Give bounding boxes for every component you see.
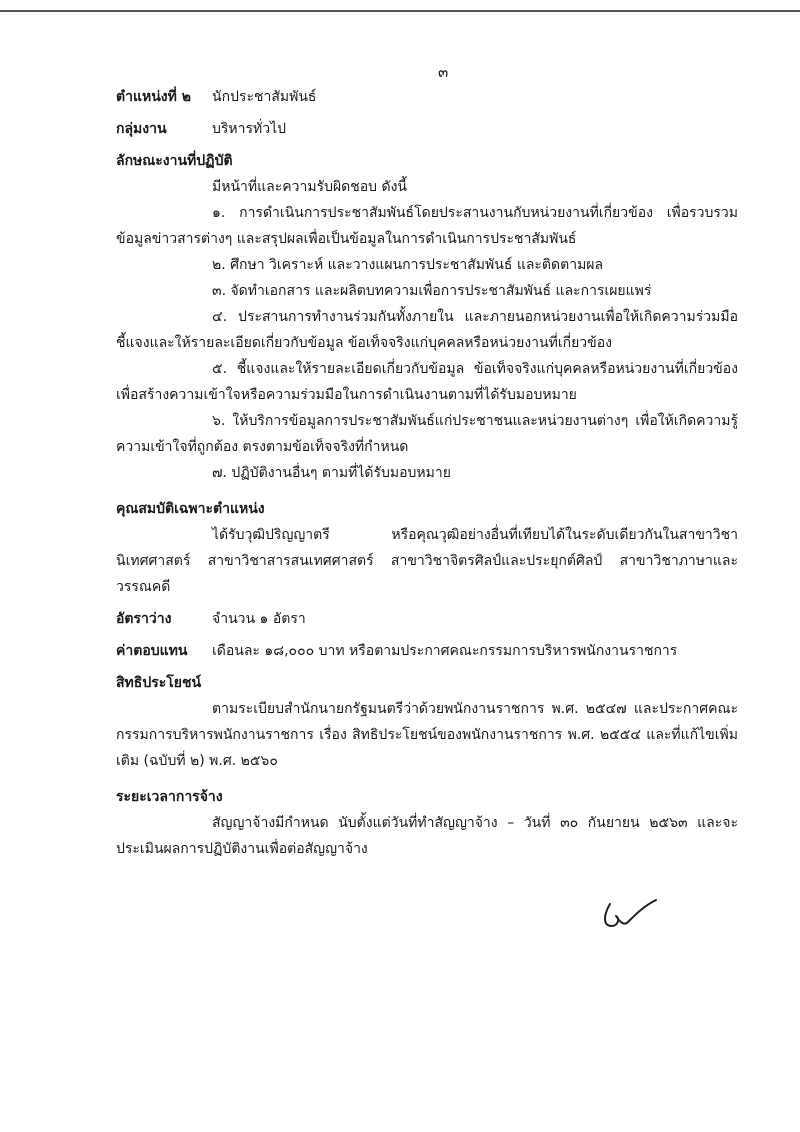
compensation-label: ค่าตอบแทน [116,643,188,659]
duty-item: ๖. ให้บริการข้อมูลการประชาสัมพันธ์แก่ประชาชนและหน่วยงานต่างๆ เพื่อให้เกิดความรู้ความเข้าใจที่ถูกต้อง ตรงตามข้อเท็จจริงที่กำหนด [116,413,738,455]
duties-heading: ลักษณะงานที่ปฏิบัติ [116,153,233,169]
duty-item: ๓. จัดทำเอกสาร และผลิตบทความเพื่อการประชาสัมพันธ์ และการเผยแพร่ [212,283,652,299]
document-body [116,84,738,862]
work-group-value: บริหารทั่วไป [212,121,287,137]
duty-item: ๒. ศึกษา วิเคราะห์ และวางแผนการประชาสัมพันธ์ และติดตามผล [212,257,604,273]
work-group-row [116,116,738,142]
duties-intro: มีหน้าที่และความรับผิดชอบ ดังนี้ [212,179,408,195]
position-value: นักประชาสัมพันธ์ [212,89,317,105]
employment-period-text: สัญญาจ้างมีกำหนด นับตั้งแต่วันที่ทำสัญญาจ้าง – วันที่ ๓๐ กันยายน ๒๕๖๓ และจะประเมินผลการปฏิบัติงานเพื่อต่อสัญญาจ้าง [116,815,738,857]
duty-item: ๑. การดำเนินการประชาสัมพันธ์โดยประสานงานกับหน่วยงานที่เกี่ยวข้อง เพื่อรวบรวมข้อมูลข่าวสารต่างๆ และสรุปผลเพื่อเป็นข้อมูลในการดำเนินการประชาสัมพันธ์ [116,205,738,247]
duty-item: ๔. ประสานการทำงานร่วมกันทั้งภายใน และภายนอกหน่วยงานเพื่อให้เกิดความร่วมมือ ชี้แจงและให้รายละเอียดเกี่ยวกับข้อมูล ข้อเท็จจริงแก่บุคคลหรือหน่วยงานที่เกี่ยวข้อง [116,309,738,351]
position-row [116,84,738,110]
qualifications-heading: คุณสมบัติเฉพาะตำแหน่ง [116,501,265,517]
top-border-line [0,10,800,12]
page-number: ๓ [438,63,449,81]
benefits-heading: สิทธิประโยชน์ [116,675,202,691]
qualifications-text: ได้รับวุฒิปริญญาตรี หรือคุณวุฒิอย่างอื่นที่เทียบได้ในระดับเดียวกันในสาขาวิชานิเทศศาสตร์ สาขาวิชาสารสนเทศศาสตร์ สาขาวิชาจิตรศิลป์และประยุกต์ศิลป์ สาขาวิชาภาษาและวรรณคดี [116,527,738,595]
employment-period-heading: ระยะเวลาการจ้าง [116,789,223,805]
benefits-text: ตามระเบียบสำนักนายกรัฐมนตรีว่าด้วยพนักงานราชการ พ.ศ. ๒๕๔๗ และประกาศคณะกรรมการบริหารพนักงานราชการ เรื่อง สิทธิประโยชน์ของพนักงานราชการ พ.ศ. ๒๕๕๔ และที่แก้ไขเพิ่มเติม (ฉบับที่ ๒) พ.ศ. ๒๕๖๐ [116,701,738,769]
signature-mark [598,896,662,936]
vacancy-label: อัตราว่าง [116,611,172,627]
duty-item: ๕. ชี้แจงและให้รายละเอียดเกี่ยวกับข้อมูล ข้อเท็จจริงแก่บุคคลหรือหน่วยงานที่เกี่ยวข้อง เพื่อสร้างความเข้าใจหรือความร่วมมือในการดำเนินงานตามที่ได้รับมอบหมาย [116,361,738,403]
compensation-value: เดือนละ ๑๘,๐๐๐ บาท หรือตามประกาศคณะกรรมการบริหารพนักงานราชการ [212,643,678,659]
compensation-row [116,638,738,664]
vacancy-value: จำนวน ๑ อัตรา [212,611,306,627]
duty-item: ๗. ปฏิบัติงานอื่นๆ ตามที่ได้รับมอบหมาย [212,465,451,481]
work-group-label: กลุ่มงาน [116,121,167,137]
vacancy-row [116,606,738,632]
position-label: ตำแหน่งที่ ๒ [116,89,191,105]
